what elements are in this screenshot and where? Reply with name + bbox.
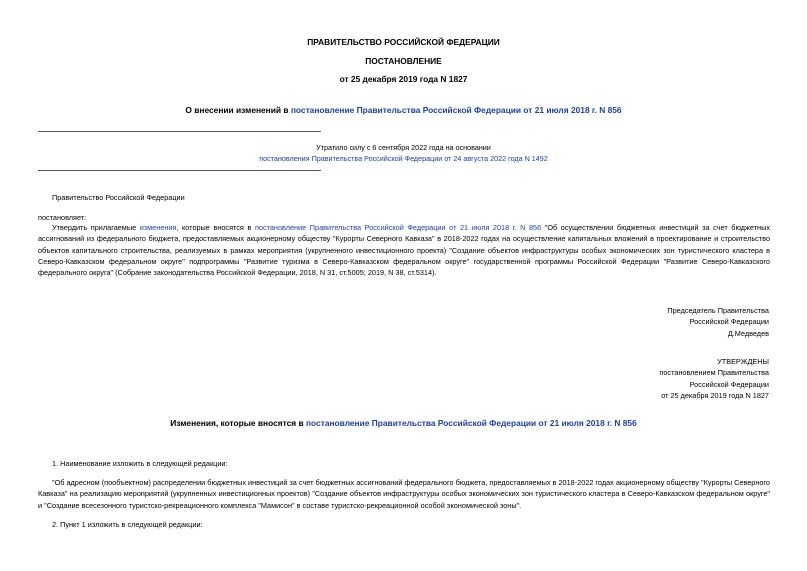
item-1-quote: "Об адресном (пообъектном) распределении бюджетных инвестиций за счет бюджетных ассигнований федерального бюджета, предоставляемых в 2018-2022 годах акционерному обществу "Курорты Северного Кавказа" на реализацию мероприятий (укрупненных инвестиционных проектов) "Создание объектов инфраструктуры особых экономических зон туристического кластера в Северо-Кавказском федеральном округе" и "Создание всесезонного туристско-рекреационного комплекса "Мамисон" в составе туристско-рекреационной особой экономической зоны".	[38, 478, 770, 510]
government-rf-text: Правительство Российской Федерации	[52, 193, 185, 202]
document-type: ПОСТАНОВЛЕНИЕ	[365, 56, 442, 66]
repeal-notice-link[interactable]: постановления Правительства Российской Федерации от 24 августа 2022 года N 1492	[259, 154, 548, 163]
main-paragraph-text-2: , которые вносятся в	[176, 223, 255, 232]
signature-block	[667, 305, 769, 339]
signature-title: Председатель Правительства	[667, 306, 769, 315]
divider-bottom	[38, 170, 321, 171]
approval-block	[659, 356, 769, 402]
item-1: 1. Наименование изложить в следующей редакции:	[52, 459, 228, 468]
title-link[interactable]: постановление Правительства Российской Федерации от 21 июля 2018 г. N 856	[290, 105, 622, 115]
signature-title-2: Российской Федерации	[689, 317, 769, 327]
changes-link[interactable]: изменения	[139, 223, 177, 232]
changes-title-prefix: Изменения, которые вносятся в	[170, 418, 306, 428]
changes-title-link[interactable]: постановление Правительства Российской Федерации от 21 июля 2018 г. N 856	[306, 418, 637, 428]
changes-title	[0, 418, 807, 428]
resolves-text: постановляет:	[38, 213, 87, 222]
resolution-856-link[interactable]: постановление Правительства Российской Федерации от 21 июля 2018 г. N 856	[254, 223, 542, 232]
repeal-notice-line1: Утратило силу с 6 сентября 2022 года на основании	[316, 143, 491, 152]
title-prefix: О внесении изменений в	[185, 105, 291, 115]
approval-line2: постановлением Правительства	[659, 368, 769, 378]
main-paragraph-text-1: Утвердить прилагаемые	[52, 223, 140, 232]
signature-name: Д.Медведев	[727, 328, 769, 338]
approval-line4: от 25 декабря 2019 года N 1827	[661, 391, 769, 401]
divider-top	[38, 131, 321, 132]
main-paragraph	[38, 222, 770, 278]
approval-line3: Российской Федерации	[689, 379, 769, 389]
document-title	[0, 105, 807, 115]
main-paragraph-text-3: "Об осуществлении бюджетных инвестиций за счет бюджетных ассигнований из федерального бюджета, предоставляемых акционерному обществу "Курорты Северного Кавказа" в 2018-2022 годах на осуществление капитальных вложений в проектирование и строительство объектов капитального строительства, реализуемых в рамках мероприятия (укрупненного инвестиционного проекта) "Создание объектов инфраструктуры особых экономических зон туристического кластера в Северо-Кавказском федеральном округе" подпрограммы "Развитие туризма в Северо-Кавказском федеральном округе" государственной программы Российской Федерации "Развитие Северо-Кавказского федерального округа" (Собрание законодательства Российской Федерации, 2018, N 31, ст.5005; 2019, N 38, ст.5314).	[38, 223, 770, 278]
government-heading: ПРАВИТЕЛЬСТВО РОССИЙСКОЙ ФЕДЕРАЦИИ	[307, 37, 500, 47]
document-date-number: от 25 декабря 2019 года N 1827	[339, 74, 468, 84]
item-2: 2. Пункт 1 изложить в следующей редакции:	[52, 520, 203, 529]
approval-line1: УТВЕРЖДЕНЫ	[717, 357, 769, 366]
